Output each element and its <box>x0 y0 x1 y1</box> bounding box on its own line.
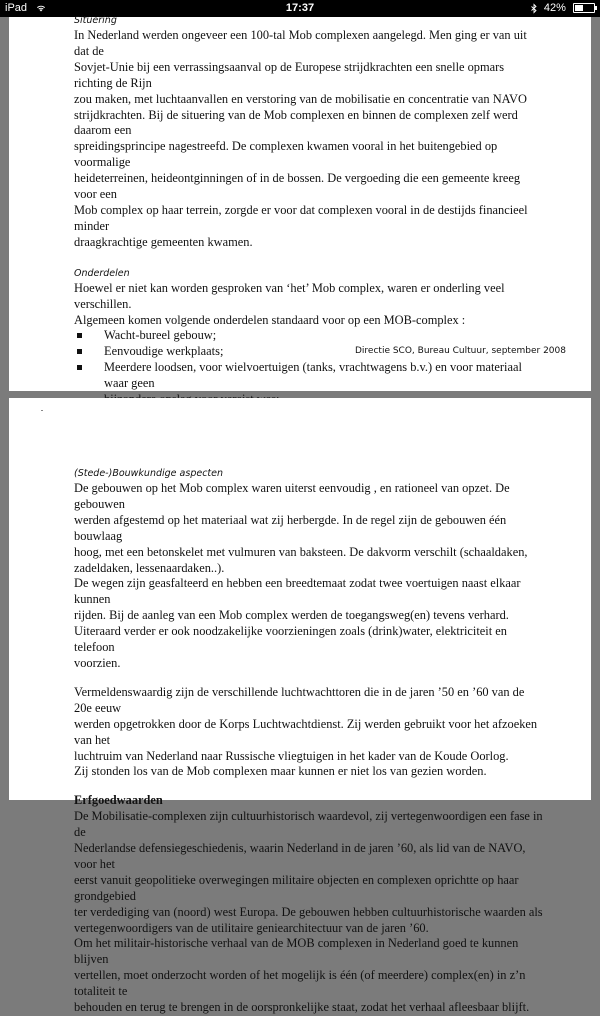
status-right <box>531 2 595 14</box>
paragraph-luchtwachttorens <box>74 685 544 780</box>
page-1-content <box>74 14 544 456</box>
scan-speck <box>41 410 43 411</box>
list-item-line: Wacht-bureel gebouw; <box>104 328 217 343</box>
section-heading-erfgoedwaarden: Erfgoedwaarden <box>74 793 163 808</box>
text-line: In Nederland werden ongeveer een 100-tal Mob complexen aangelegd. Men ging er van uit dat de <box>74 28 527 58</box>
paragraph-onderdelen-intro <box>74 281 544 329</box>
text-line: zadeldaken, lessenaardaken..). <box>74 560 225 575</box>
section-heading-situering: Situering <box>74 15 117 26</box>
text-line: spreidingsprincipe nagestreefd. De complexen kwamen vooral in het buitengebied op voormalige <box>74 139 498 170</box>
text-line: ter verdediging van (noord) west Europa. De gebouwen hebben cultuurhistorische waarden als <box>74 904 543 919</box>
text-line: draagkrachtige gemeenten kwamen. <box>74 234 253 249</box>
text-line: Vermeldenswaardig zijn de verschillende luchtwachttoren die in de jaren ’50 en ’60 van de 20e eeuw <box>74 684 525 715</box>
text-line: vertellen, moet onderzocht worden of het mogelijk is één (of meerdere) complex(en) in z’n totaliteit te <box>74 968 526 999</box>
text-line: Mob complex op haar terrein, zorgde er voor dat complexen vooral in de destijds financieel minder <box>74 202 528 233</box>
text-line: voorzien. <box>74 655 121 670</box>
paragraph-bouwkundige-aspecten <box>74 481 544 672</box>
text-line: strijdkrachten. Bij de situering van de Mob complexen en binnen de complexen zelf werd daarom een <box>74 107 518 138</box>
text-line: Sovjet-Unie bij een verrassingsaanval op de Europese strijdkrachten een snelle opmars richting de Rijn <box>74 59 505 90</box>
text-line: werden opgetrokken door de Korps Luchtwachtdienst. Zij werden gebruikt voor het afzoeken van het <box>74 716 538 747</box>
text-line: luchtruim van Nederland naar Russische vliegtuigen in het kader van de Koude Oorlog. <box>74 748 509 763</box>
list-item <box>74 328 544 344</box>
text-line: Nederlandse defensiegeschiedenis, waarin Nederland in de jaren ’60, als lid van de NAVO, voor het <box>74 841 526 871</box>
text-line: behouden en terug te brengen in de oorspronkelijke staat, zodat het verhaal afleesbaar blijft. <box>74 1000 530 1015</box>
status-time: 17:37 <box>285 2 315 14</box>
text-line: De Mobilisatie-complexen zijn cultuurhistorisch waardevol, zij vertegenwoordigen een fase in de <box>74 809 543 840</box>
text-line: eerst vanuit geopolitieke overwegingen militaire objecten en complexen oprichtte op haar grondgebied <box>74 872 519 903</box>
document-page-2 <box>9 398 591 1015</box>
battery-fill <box>575 5 583 11</box>
page-footer: Directie SCO, Bureau Cultuur, september 2008 <box>355 346 566 356</box>
page-2-content <box>74 467 544 1016</box>
document-page-1 <box>9 17 591 391</box>
text-line: Om het militair-historische verhaal van de MOB complexen in Nederland goed te kunnen blijven <box>74 936 519 967</box>
text-line: De wegen zijn geasfalteerd en hebben een breedtemaat zodat twee voertuigen naast elkaar kunnen <box>74 576 521 607</box>
text-line: rijden. Bij de aanleg van een Mob complex werden de toegangsweg(en) tevens verhard. <box>74 608 509 623</box>
bluetooth-icon <box>531 2 537 14</box>
text-line: Uiteraard verder er ook noodzakelijke voorzieningen zoals (drink)water, elektriciteit en telefoon <box>74 624 507 655</box>
text-line: Zij stonden los van de Mob complexen maar kunnen er niet los van gezien worden. <box>74 764 487 779</box>
battery-percent: 42% <box>543 2 566 14</box>
text-line: De gebouwen op het Mob complex waren uiterst eenvoudig , en rationeel van opzet. De gebouwen <box>74 481 510 511</box>
text-line: Algemeen komen volgende onderdelen standaard voor op een MOB-complex : <box>74 312 466 327</box>
text-line: hoog, met een betonskelet met vulmuren van baksteen. De dakvorm verschilt (schaaldaken, <box>74 544 528 559</box>
list-item-line: Meerdere loodsen, voor wielvoertuigen (tanks, vrachtwagens b.v.) en voor materiaal waar geen <box>104 360 522 391</box>
text-line: heideterreinen, heideontginningen of in de bossen. De vergoeding die een gemeente kreeg voor een <box>74 171 521 202</box>
text-line: Hoewel er niet kan worden gesproken van ‘het’ Mob complex, waren er onderling veel verschillen. <box>74 280 505 311</box>
text-line: werden afgestemd op het materiaal wat zij herbergde. In de regel zijn de gebouwen één bouwlaag <box>74 512 507 543</box>
text-line: zou maken, met luchtaanvallen en verstoring van de mobilisatie en concentratie van NAVO <box>74 91 527 106</box>
battery-icon <box>573 3 595 13</box>
text-line: vertegenwoordigers van de utilitaire geniearchitectuur van de jaren ’60. <box>74 920 429 935</box>
list-item-line: Eenvoudige werkplaats; <box>104 344 224 359</box>
section-heading-bouwkundige-aspecten: (Stede-)Bouwkundige aspecten <box>74 468 224 479</box>
paragraph-erfgoedwaarden <box>74 809 544 1016</box>
paragraph-situering <box>74 28 544 251</box>
section-heading-onderdelen: Onderdelen <box>74 267 130 279</box>
device-name: iPad <box>5 2 28 14</box>
